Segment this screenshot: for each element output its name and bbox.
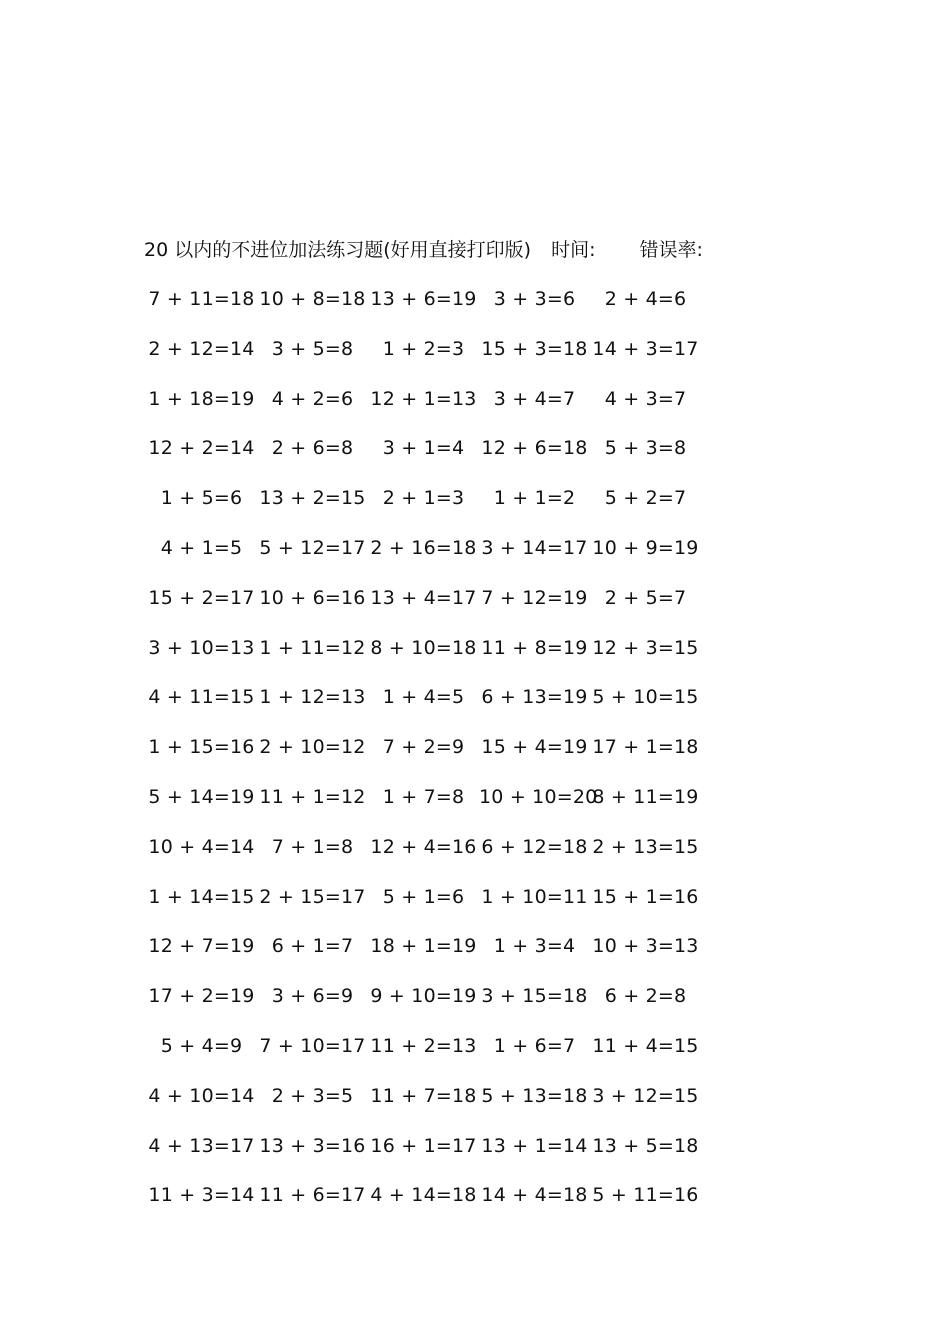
math-problem: 8 + 11=19: [592, 785, 699, 808]
problem-row: [146, 1081, 706, 1131]
math-problem: 13 + 3=16: [259, 1134, 366, 1157]
math-problem: 2 + 1=3: [382, 487, 465, 510]
math-problem: 13 + 1=14: [481, 1134, 588, 1157]
math-problem: 8 + 10=18: [370, 636, 477, 659]
math-problem: 18 + 1=19: [370, 935, 477, 958]
math-problem: 12 + 6=18: [481, 437, 588, 460]
problem-row: [146, 782, 706, 832]
math-problem: 15 + 2=17: [148, 586, 255, 609]
math-problem: 6 + 12=18: [481, 835, 588, 858]
problem-row: [146, 633, 706, 683]
math-problem: 17 + 2=19: [148, 985, 255, 1008]
problem-row: [146, 1031, 706, 1081]
math-problem: 11 + 2=13: [370, 1034, 477, 1057]
math-problem: 2 + 3=5: [271, 1084, 354, 1107]
math-problem: 1 + 18=19: [148, 387, 255, 410]
math-problem: 5 + 12=17: [259, 536, 366, 559]
math-problem: 1 + 2=3: [382, 337, 465, 360]
math-problem: 3 + 1=4: [382, 437, 465, 460]
problem-row: [146, 483, 706, 533]
math-problem: 6 + 2=8: [604, 985, 687, 1008]
math-problem: 14 + 4=18: [481, 1184, 588, 1207]
math-problem: 5 + 3=8: [604, 437, 687, 460]
math-problem: 5 + 11=16: [592, 1184, 699, 1207]
math-problem: 5 + 13=18: [481, 1084, 588, 1107]
math-problem: 11 + 7=18: [370, 1084, 477, 1107]
math-problem: 1 + 14=15: [148, 885, 255, 908]
time-label: 时间:: [551, 239, 596, 261]
math-problem: 1 + 7=8: [382, 785, 465, 808]
problem-row: [146, 981, 706, 1031]
math-problem: 2 + 16=18: [370, 536, 477, 559]
problem-row: [146, 384, 706, 434]
problem-row: [146, 583, 706, 633]
problem-row: [146, 284, 706, 334]
math-problem: 1 + 5=6: [160, 487, 243, 510]
math-problem: 5 + 14=19: [148, 785, 255, 808]
problem-row: [146, 832, 706, 882]
problem-row: [146, 334, 706, 384]
math-problem: 11 + 4=15: [592, 1034, 699, 1057]
math-problem: 3 + 5=8: [271, 337, 354, 360]
math-problem: 3 + 4=7: [493, 387, 576, 410]
math-problem: 10 + 9=19: [592, 536, 699, 559]
math-problem: 15 + 1=16: [592, 885, 699, 908]
math-problem: 4 + 14=18: [370, 1184, 477, 1207]
math-problem: 10 + 8=18: [259, 288, 366, 310]
math-problem: 9 + 10=19: [370, 985, 477, 1008]
math-problem: 1 + 1=2: [493, 487, 576, 510]
math-problem: 10 + 10=20: [479, 785, 598, 808]
math-problem: 5 + 2=7: [604, 487, 687, 510]
math-problem: 12 + 4=16: [370, 835, 477, 858]
worksheet-title: 20 以内的不进位加法练习题(好用直接打印版): [144, 239, 532, 261]
math-problem: 17 + 1=18: [592, 736, 699, 759]
math-problem: 10 + 3=13: [592, 935, 699, 958]
math-problem: 2 + 6=8: [271, 437, 354, 460]
math-problem: 15 + 3=18: [481, 337, 588, 360]
problem-row: [146, 533, 706, 583]
problem-row: [146, 682, 706, 732]
math-problem: 1 + 11=12: [259, 636, 366, 659]
math-problem: 5 + 4=9: [160, 1034, 243, 1057]
math-problem: 7 + 12=19: [481, 586, 588, 609]
math-problem: 4 + 10=14: [148, 1084, 255, 1107]
math-problem: 11 + 3=14: [148, 1184, 255, 1207]
math-problem: 13 + 6=19: [370, 288, 477, 310]
math-problem: 5 + 10=15: [592, 686, 699, 709]
math-problem: 1 + 6=7: [493, 1034, 576, 1057]
math-problem: 6 + 1=7: [271, 935, 354, 958]
math-problem: 4 + 1=5: [160, 536, 243, 559]
math-problem: 11 + 1=12: [259, 785, 366, 808]
math-problem: 5 + 1=6: [382, 885, 465, 908]
math-problem: 2 + 10=12: [259, 736, 366, 759]
math-problem: 7 + 11=18: [148, 288, 255, 310]
math-problem: 2 + 13=15: [592, 835, 699, 858]
math-problem: 4 + 2=6: [271, 387, 354, 410]
math-problem: 11 + 6=17: [259, 1184, 366, 1207]
math-problem: 6 + 13=19: [481, 686, 588, 709]
math-problem: 4 + 11=15: [148, 686, 255, 709]
math-problem: 1 + 4=5: [382, 686, 465, 709]
problem-row: [146, 882, 706, 932]
problem-row: [146, 931, 706, 981]
math-problem: 3 + 12=15: [592, 1084, 699, 1107]
math-problem: 10 + 6=16: [259, 586, 366, 609]
math-problem: 7 + 10=17: [259, 1034, 366, 1057]
math-problem: 7 + 2=9: [382, 736, 465, 759]
math-problem: 3 + 3=6: [493, 288, 576, 310]
math-problem: 3 + 10=13: [148, 636, 255, 659]
math-problem: 13 + 2=15: [259, 487, 366, 510]
math-problem: 2 + 4=6: [604, 288, 687, 310]
worksheet-header: [144, 236, 703, 264]
problem-grid: [146, 284, 706, 1230]
math-problem: 1 + 15=16: [148, 736, 255, 759]
math-problem: 10 + 4=14: [148, 835, 255, 858]
math-problem: 12 + 7=19: [148, 935, 255, 958]
math-problem: 3 + 15=18: [481, 985, 588, 1008]
math-problem: 4 + 13=17: [148, 1134, 255, 1157]
problem-row: [146, 433, 706, 483]
math-problem: 2 + 12=14: [148, 337, 255, 360]
math-problem: 14 + 3=17: [592, 337, 699, 360]
math-problem: 4 + 3=7: [604, 387, 687, 410]
math-problem: 13 + 5=18: [592, 1134, 699, 1157]
math-problem: 15 + 4=19: [481, 736, 588, 759]
math-problem: 2 + 15=17: [259, 885, 366, 908]
math-problem: 1 + 10=11: [481, 885, 588, 908]
math-problem: 2 + 5=7: [604, 586, 687, 609]
math-problem: 3 + 6=9: [271, 985, 354, 1008]
problem-row: [146, 1180, 706, 1230]
math-problem: 1 + 3=4: [493, 935, 576, 958]
math-problem: 12 + 3=15: [592, 636, 699, 659]
problem-row: [146, 1131, 706, 1181]
math-problem: 3 + 14=17: [481, 536, 588, 559]
math-problem: 12 + 2=14: [148, 437, 255, 460]
math-problem: 12 + 1=13: [370, 387, 477, 410]
math-problem: 13 + 4=17: [370, 586, 477, 609]
problem-row: [146, 732, 706, 782]
math-problem: 7 + 1=8: [271, 835, 354, 858]
math-problem: 16 + 1=17: [370, 1134, 477, 1157]
math-problem: 1 + 12=13: [259, 686, 366, 709]
math-problem: 11 + 8=19: [481, 636, 588, 659]
error-rate-label: 错误率:: [639, 239, 703, 261]
